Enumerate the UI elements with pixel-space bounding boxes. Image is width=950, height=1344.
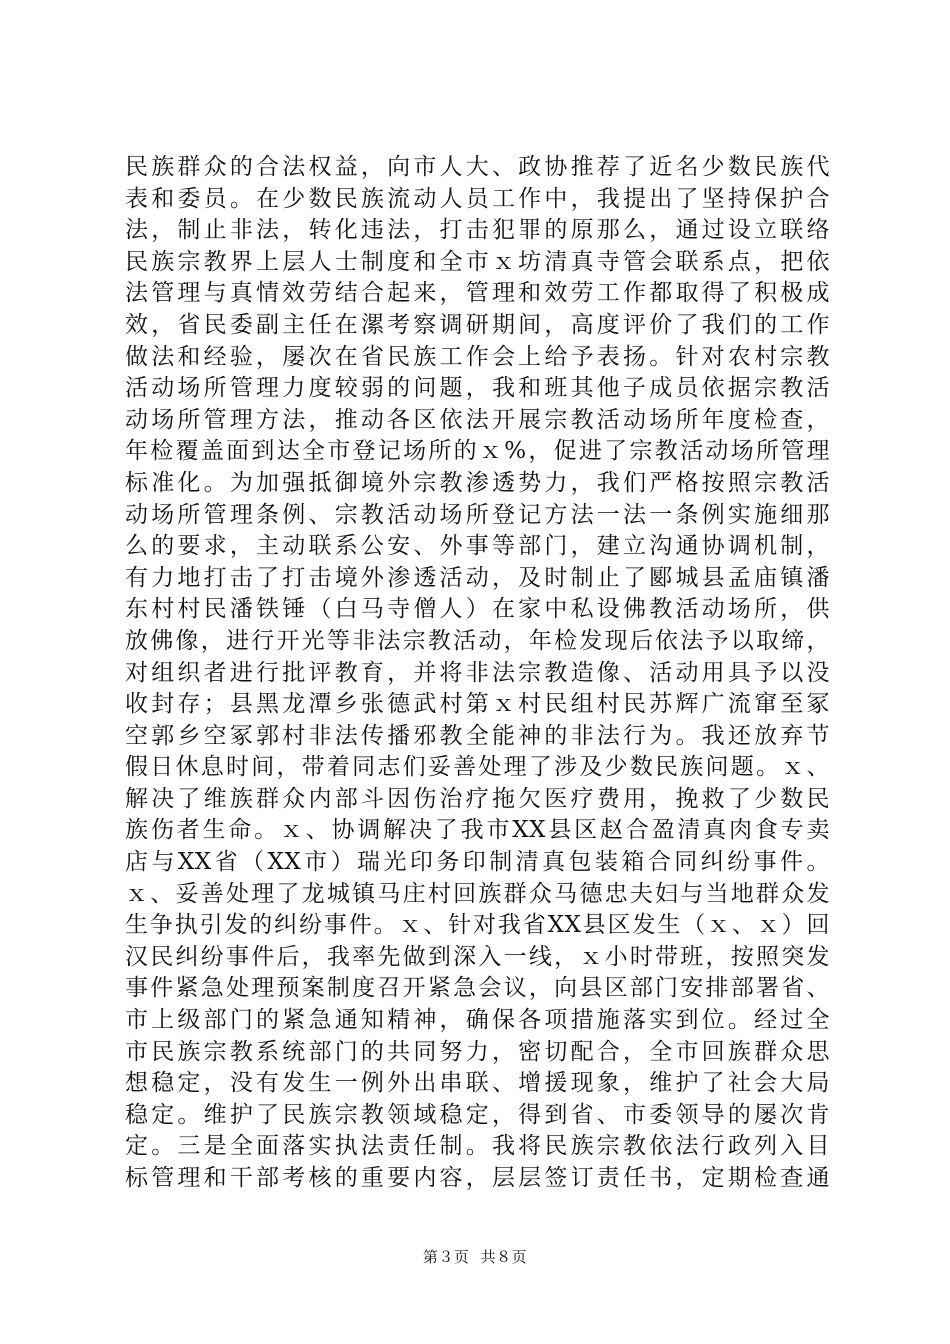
text-line: 东村村民潘铁锤（白马寺僧人）在家中私设佛教活动场所，供 <box>125 596 830 623</box>
text-line: 对组织者进行批评教育，并将非法宗教造像、活动用具予以没 <box>125 659 830 686</box>
text-line: 么的要求，主动联系公安、外事等部门，建立沟通协调机制， <box>125 533 830 560</box>
page-total: 共８页 <box>480 1248 528 1266</box>
text-line: 动场所管理方法，推动各区依法开展宗教活动场所年度检查， <box>125 406 830 433</box>
text-line: 有力地打击了打击境外渗透活动，及时制止了郾城县孟庙镇潘 <box>125 564 830 591</box>
text-line: 事件紧急处理预案制度召开紧急会议，向县区部门安排部署省、 <box>125 975 830 1002</box>
text-line: 店与XX省（XX市）瑞光印务印制清真包装箱合同纠纷事件。 <box>125 849 830 876</box>
text-line: 标准化。为加强抵御境外宗教渗透势力，我们严格按照宗教活 <box>125 469 830 496</box>
text-line: 汉民纠纷事件后，我率先做到深入一线，ｘ小时带班，按照突发 <box>125 943 830 970</box>
text-line: ｘ、妥善处理了龙城镇马庄村回族群众马德忠夫妇与当地群众发 <box>125 880 830 907</box>
text-line: 想稳定，没有发生一例外出串联、增援现象，维护了社会大局 <box>125 1070 830 1097</box>
page-footer <box>0 1247 950 1267</box>
text-line: 市上级部门的紧急通知精神，确保各项措施落实到位。经过全 <box>125 1007 830 1034</box>
text-line: 假日休息时间，带着同志们妥善处理了涉及少数民族问题。ｘ、 <box>125 754 830 781</box>
text-line: 年检覆盖面到达全市登记场所的ｘ%，促进了宗教活动场所管理 <box>125 438 830 465</box>
text-line: 动场所管理条例、宗教活动场所登记方法一法一条例实施细那 <box>125 501 830 528</box>
text-line: 市民族宗教系统部门的共同努力，密切配合，全市回族群众思 <box>125 1038 830 1065</box>
text-line: 族伤者生命。ｘ、协调解决了我市XX县区赵合盈清真肉食专卖 <box>125 817 830 844</box>
text-line: 空郭乡空冢郭村非法传播邪教全能神的非法行为。我还放弃节 <box>125 722 830 749</box>
text-line: 解决了维族群众内部斗因伤治疗拖欠医疗费用，挽救了少数民 <box>125 785 830 812</box>
text-line: 放佛像，进行开光等非法宗教活动，年检发现后依法予以取缔， <box>125 627 830 654</box>
text-line: 效，省民委副主任在漯考察调研期间，高度评价了我们的工作 <box>125 311 830 338</box>
text-line: 收封存；县黑龙潭乡张德武村第ｘ村民组村民苏辉广流窜至冢 <box>125 691 830 718</box>
text-line: 生争执引发的纠纷事件。ｘ、针对我省XX县区发生（ｘ、ｘ）回 <box>125 912 830 939</box>
text-line: 法，制止非法，转化违法，打击犯罪的原那么，通过设立联络 <box>125 217 830 244</box>
text-line: 活动场所管理力度较弱的问题，我和班其他子成员依据宗教活 <box>125 375 830 402</box>
text-line: 稳定。维护了民族宗教领域稳定，得到省、市委领导的屡次肯 <box>125 1101 830 1128</box>
text-line: 做法和经验，屡次在省民族工作会上给予表扬。针对农村宗教 <box>125 343 830 370</box>
text-line: 标管理和干部考核的重要内容，层层签订责任书，定期检查通 <box>125 1165 830 1191</box>
text-line: 定。三是全面落实执法责任制。我将民族宗教依法行政列入目 <box>125 1133 830 1160</box>
page-number: 第３页 <box>422 1248 470 1266</box>
body-paragraph <box>125 152 830 1195</box>
text-line: 民族群众的合法权益，向市人大、政协推荐了近名少数民族代 <box>125 154 830 180</box>
text-line: 法管理与真情效劳结合起来，管理和效劳工作都取得了积极成 <box>125 280 830 307</box>
text-line: 表和委员。在少数民族流动人员工作中，我提出了坚持保护合 <box>125 185 830 212</box>
text-line: 民族宗教界上层人士制度和全市ｘ坊清真寺管会联系点，把依 <box>125 248 830 275</box>
